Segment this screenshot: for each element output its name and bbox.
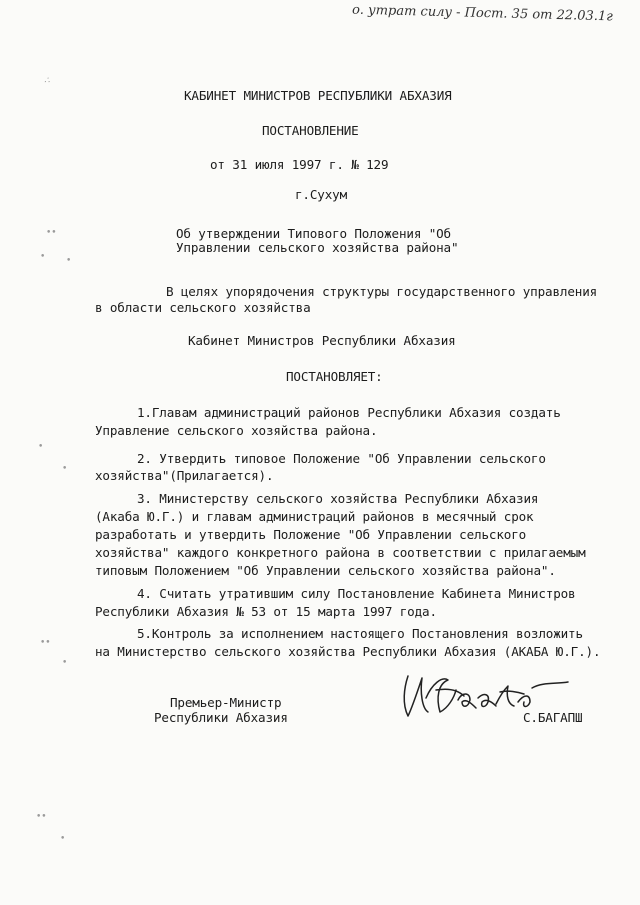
resolves-heading: ПОСТАНОВЛЯЕТ:: [286, 369, 383, 384]
item-5-line-2: на Министерство сельского хозяйства Республики Абхазия (АКАБА Ю.Г.).: [95, 644, 601, 659]
margin-smudge: •: [38, 442, 44, 452]
item-1-line-2: Управление сельского хозяйства района.: [95, 423, 378, 438]
org-title: КАБИНЕТ МИНИСТРОВ РЕСПУБЛИКИ АБХАЗИЯ: [184, 88, 452, 103]
item-2-line-2: хозяйства"(Прилагается).: [95, 468, 274, 483]
signatory-title-line-2: Республики Абхазия: [154, 710, 288, 725]
preamble-line-2: в области сельского хозяйства: [95, 300, 311, 315]
date-number: от 31 июля 1997 г. № 129: [210, 157, 389, 172]
handwritten-note: о. утрат силу - Пост. 35 от 22.03.1г: [351, 2, 613, 25]
signatory-title-line-1: Премьер-Министр: [170, 695, 282, 710]
preamble-line-1: В целях упорядочения структуры государственного управления: [166, 284, 598, 299]
item-4-line-1: 4. Считать утратившим силу Постановление Кабинета Министров: [137, 586, 576, 601]
place: г.Сухум: [295, 187, 348, 202]
item-3-line-1: 3. Министерству сельского хозяйства Республики Абхазия: [137, 491, 539, 506]
issuer: Кабинет Министров Республики Абхазия: [188, 333, 456, 348]
doc-type: ПОСТАНОВЛЕНИЕ: [262, 123, 359, 138]
margin-smudge: ∴: [44, 76, 50, 86]
margin-smudge: •: [60, 834, 66, 844]
item-4-line-2: Республики Абхазия № 53 от 15 марта 1997 года.: [95, 604, 437, 619]
item-3-line-4: хозяйства" каждого конкретного района в соответствии с прилагаемым: [95, 545, 586, 560]
margin-smudge: ••: [46, 228, 57, 238]
margin-smudge: •: [62, 464, 68, 474]
margin-smudge: •: [62, 658, 68, 668]
item-3-line-3: разработать и утвердить Положение "Об Управлении сельского: [95, 527, 527, 542]
item-1-line-1: 1.Главам администраций районов Республики Абхазия создать: [137, 405, 561, 420]
item-2-line-1: 2. Утвердить типовое Положение "Об Управлении сельского: [137, 451, 546, 466]
margin-smudge: •: [66, 256, 72, 266]
margin-smudge: ••: [36, 812, 47, 822]
item-3-line-2: (Акаба Ю.Г.) и главам администраций районов в месячный срок: [95, 509, 534, 524]
item-5-line-1: 5.Контроль за исполнением настоящего Постановления возложить: [137, 626, 583, 641]
margin-smudge: ••: [40, 638, 51, 648]
margin-smudge: •: [40, 252, 46, 262]
subject-line-1: Об утверждении Типового Положения "Об: [176, 226, 451, 241]
item-3-line-5: типовым Положением "Об Управлении сельского хозяйства района".: [95, 563, 556, 578]
signatory-name: С.БАГАПШ: [523, 710, 583, 725]
subject-line-2: Управлении сельского хозяйства района": [176, 240, 459, 255]
